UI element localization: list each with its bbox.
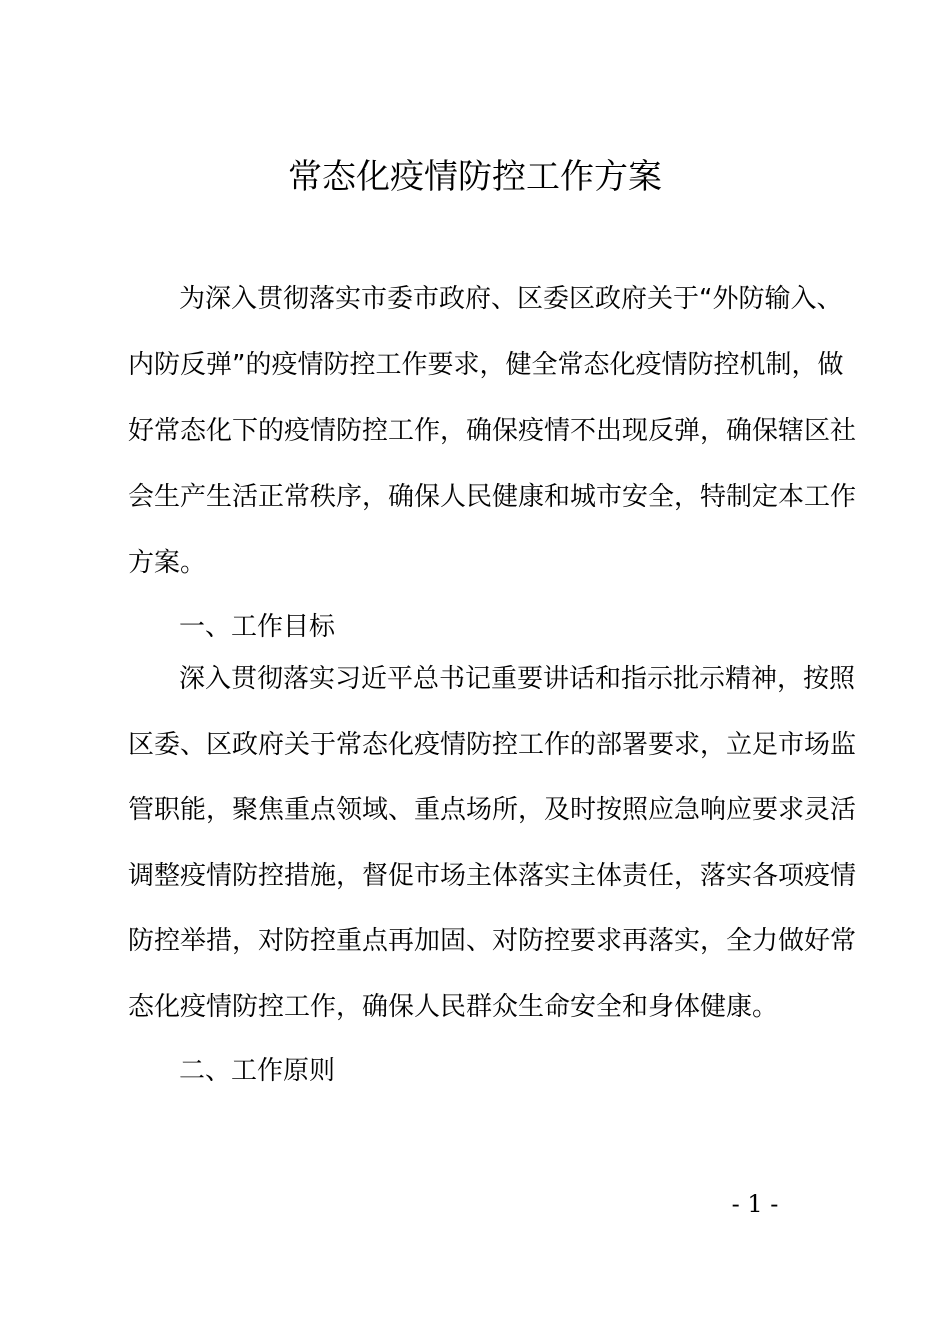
document-title: 常态化疫情防控工作方案	[288, 157, 662, 197]
section1-line-1: 深入贯彻落实习近平总书记重要讲话和指示批示精神，按照	[179, 664, 856, 694]
intro-line-5: 方案。	[128, 548, 207, 578]
section1-line-2: 区委、区政府关于常态化疫情防控工作的部署要求，立足市场监	[128, 730, 857, 760]
section1-line-3: 管职能，聚焦重点领域、重点场所，及时按照应急响应要求灵活	[128, 795, 857, 825]
intro-line-3: 好常态化下的疫情防控工作，确保疫情不出现反弹，确保辖区社	[128, 416, 857, 446]
intro-line-2: 内防反弹”的疫情防控工作要求，健全常态化疫情防控机制，做	[128, 350, 844, 380]
section1-line-6: 态化疫情防控工作，确保人民群众生命安全和身体健康。	[128, 992, 779, 1022]
section-heading-principles: 二、工作原则	[179, 1056, 336, 1086]
section1-line-4: 调整疫情防控措施，督促市场主体落实主体责任，落实各项疫情	[128, 861, 857, 891]
intro-line-1: 为深入贯彻落实市委市政府、区委区政府关于“外防输入、	[179, 284, 843, 314]
section1-line-5: 防控举措，对防控重点再加固、对防控要求再落实，全力做好常	[128, 926, 857, 956]
page-number: - 1 -	[731, 1190, 779, 1218]
section-heading-goals: 一、工作目标	[179, 612, 336, 642]
intro-line-4: 会生产生活正常秩序，确保人民健康和城市安全，特制定本工作	[128, 482, 857, 512]
